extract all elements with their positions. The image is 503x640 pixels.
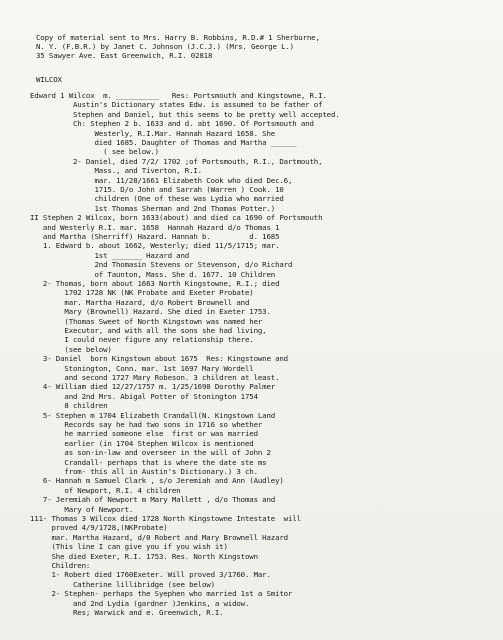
- document-line: Edward 1 Wilcox m. __________ Res: Portsmouth and Kingstowne, R.I.: [30, 91, 327, 100]
- document-line: 1. Edward b. about 1662, Westerly; died 11/5/1715; mar.: [30, 241, 280, 251]
- document-line: 2- Thomas, born about 1663 North Kingstowne, R.I.; died: [30, 279, 280, 288]
- document-line: 111- Thomas 3 Wilcox died 1728 North Kingstowne Intestate will: [30, 514, 301, 523]
- document-line: children (One of these was Lydia who married: [30, 194, 284, 204]
- document-line: he married someone else first or was married: [30, 429, 258, 439]
- document-line: Executor, and with all the sons she had living,: [30, 326, 267, 335]
- document-line: II Stephen 2 Wilcox, born 1633(about) and died ca 1690 of Portsmouth: [30, 213, 323, 223]
- document-line: Austin's Dictionary states Edw. is assumed to be father of: [30, 100, 323, 110]
- document-line: Westerly, R.I.Mar. Hannah Hazard 1658. She: [30, 128, 276, 138]
- surname-heading: WILCOX: [36, 75, 62, 84]
- document-line: died 1685. Daughter of Thomas and Martha ______: [30, 138, 297, 147]
- document-line: Stephen and Daniel, but this seems to be pretty well accepted.: [30, 109, 340, 119]
- document-line: 1- Robert died 1760Exeter. Will proved 3/1760. Mar.: [30, 570, 271, 580]
- document-line: (This line I can give you if you wish it): [30, 542, 228, 552]
- document-line: 2nd Thomasin Stevens or Stevenson, d/o Richard: [30, 260, 293, 270]
- document-line: Crandall- perhaps that is where the date ste ms: [30, 457, 267, 467]
- document-line: 8 children: [30, 401, 108, 411]
- document-line: Res; Warwick and e. Greenwich, R.I.: [30, 608, 224, 617]
- document-line: 1st _______ Hazard and: [30, 250, 190, 260]
- header-line: Copy of material sent to Mrs. Harry B. Robbins, R.D.# 1 Sherburne,: [36, 33, 320, 42]
- document-line: and second 1727 Mary Robeson. 3 children at least.: [30, 373, 280, 382]
- document-line: 2- Stephen- perhaps the Syephen who married 1st a Smitor: [30, 589, 293, 599]
- document-line: Mary of Newport.: [30, 504, 134, 514]
- document-line: mar. Martha Hazard, d/0 Robert and Mary Brownell Hazard: [30, 532, 288, 542]
- document-line: (see below): [30, 344, 112, 354]
- document-line: 6- Hannah m Samuel Clark , s/o Jeremiah and Ann (Audley): [30, 476, 284, 486]
- document-line: I could never figure any relationship there.: [30, 335, 254, 345]
- document-line: 1702 1728 NK (NK Probate and Exeter Probate): [30, 288, 254, 298]
- document-line: earlier (in 1704 Stephen Wilcox is mentioned: [30, 438, 254, 448]
- document-line: 1715. D/o John and Sarrah (Warren ) Cook. 10: [30, 185, 284, 194]
- document-line: Stonington, Conn. mar. 1st 1697 Mary Wordell: [30, 363, 254, 373]
- document-line: 7- Jeremiah of Newport m Mary Mallett , d/o Thomas and: [30, 495, 276, 505]
- document-line: Mary (Brownell) Hazard. She died in Exeter 1753.: [30, 307, 271, 317]
- document-line: proved 4/9/1728,(NKProbate): [30, 523, 168, 533]
- document-line: Mass., and Tiverton, R.I.: [30, 166, 202, 176]
- document-line: as son-in-law and overseer in the will of John 2: [30, 448, 271, 458]
- document-line: ( see below.): [30, 147, 159, 157]
- document-line: of Newport, R.I. 4 children: [30, 485, 181, 495]
- document-line: and 2nd Lydia (gardner )Jenkins, a widow.: [30, 598, 250, 608]
- header-line: N. Y. (F.B.R.) by Janet C. Johnson (J.C.J.) (Mrs. George L.): [36, 42, 294, 51]
- document-line: 3- Daniel born Kingstown about 1675 Res: Kingstowne and: [30, 354, 288, 364]
- document-line: Ch: Stephen 2 b. 1633 and d. abt 1690. Of Portsmouth and: [30, 119, 314, 129]
- document-line: and Westerly R.I. mar. 1658 Hannah Hazard d/o Thomas 1: [30, 222, 280, 232]
- header-line: 35 Sawyer Ave. East Greenwich, R.I. 02818: [36, 51, 213, 60]
- document-line: Catherine lillibridge (see below): [30, 579, 215, 589]
- document-line: Records say he had two sons in 1716 so whether: [30, 420, 263, 429]
- document-line: 1st Thomas Sherman and 2nd Thomas Potter.): [30, 203, 276, 213]
- document-line: from- this all in Austin's Dictionary.) 3 ch.: [30, 467, 258, 476]
- document-line: She died Exeter, R.I. 1753. Res. North Kingstown: [30, 551, 258, 561]
- document-line: mar. 11/28/1661 Elizabeth Cook who died Dec.6,: [30, 175, 293, 185]
- document-line: and Martha (Sherriff) Hazard. Hannah b. d. 1685: [30, 232, 280, 241]
- document-line: (Thomas Sweet of North Kingstown was named her: [30, 316, 263, 326]
- document-line: 2- Daniel, died 7/2/ 1702 ;of Portsmouth, R.I., Dartmouth,: [30, 156, 323, 166]
- document-line: 5- Stephen m 1704 Elizabeth Crandall(N. Kingstown Land: [30, 410, 276, 420]
- document-line: 4- William died 12/27/1757 m. 1/25/1698 Dorothy Palmer: [30, 382, 276, 392]
- document-line: Children:: [30, 561, 91, 570]
- document-line: of Taunton, Mass. She d. 1677. 10 Children: [30, 269, 276, 279]
- document-line: mar. Martha Hazard, d/o Robert Brownell and: [30, 297, 250, 307]
- document-line: and 2nd Mrs. Abigal Potter of Stonington 1754: [30, 391, 258, 401]
